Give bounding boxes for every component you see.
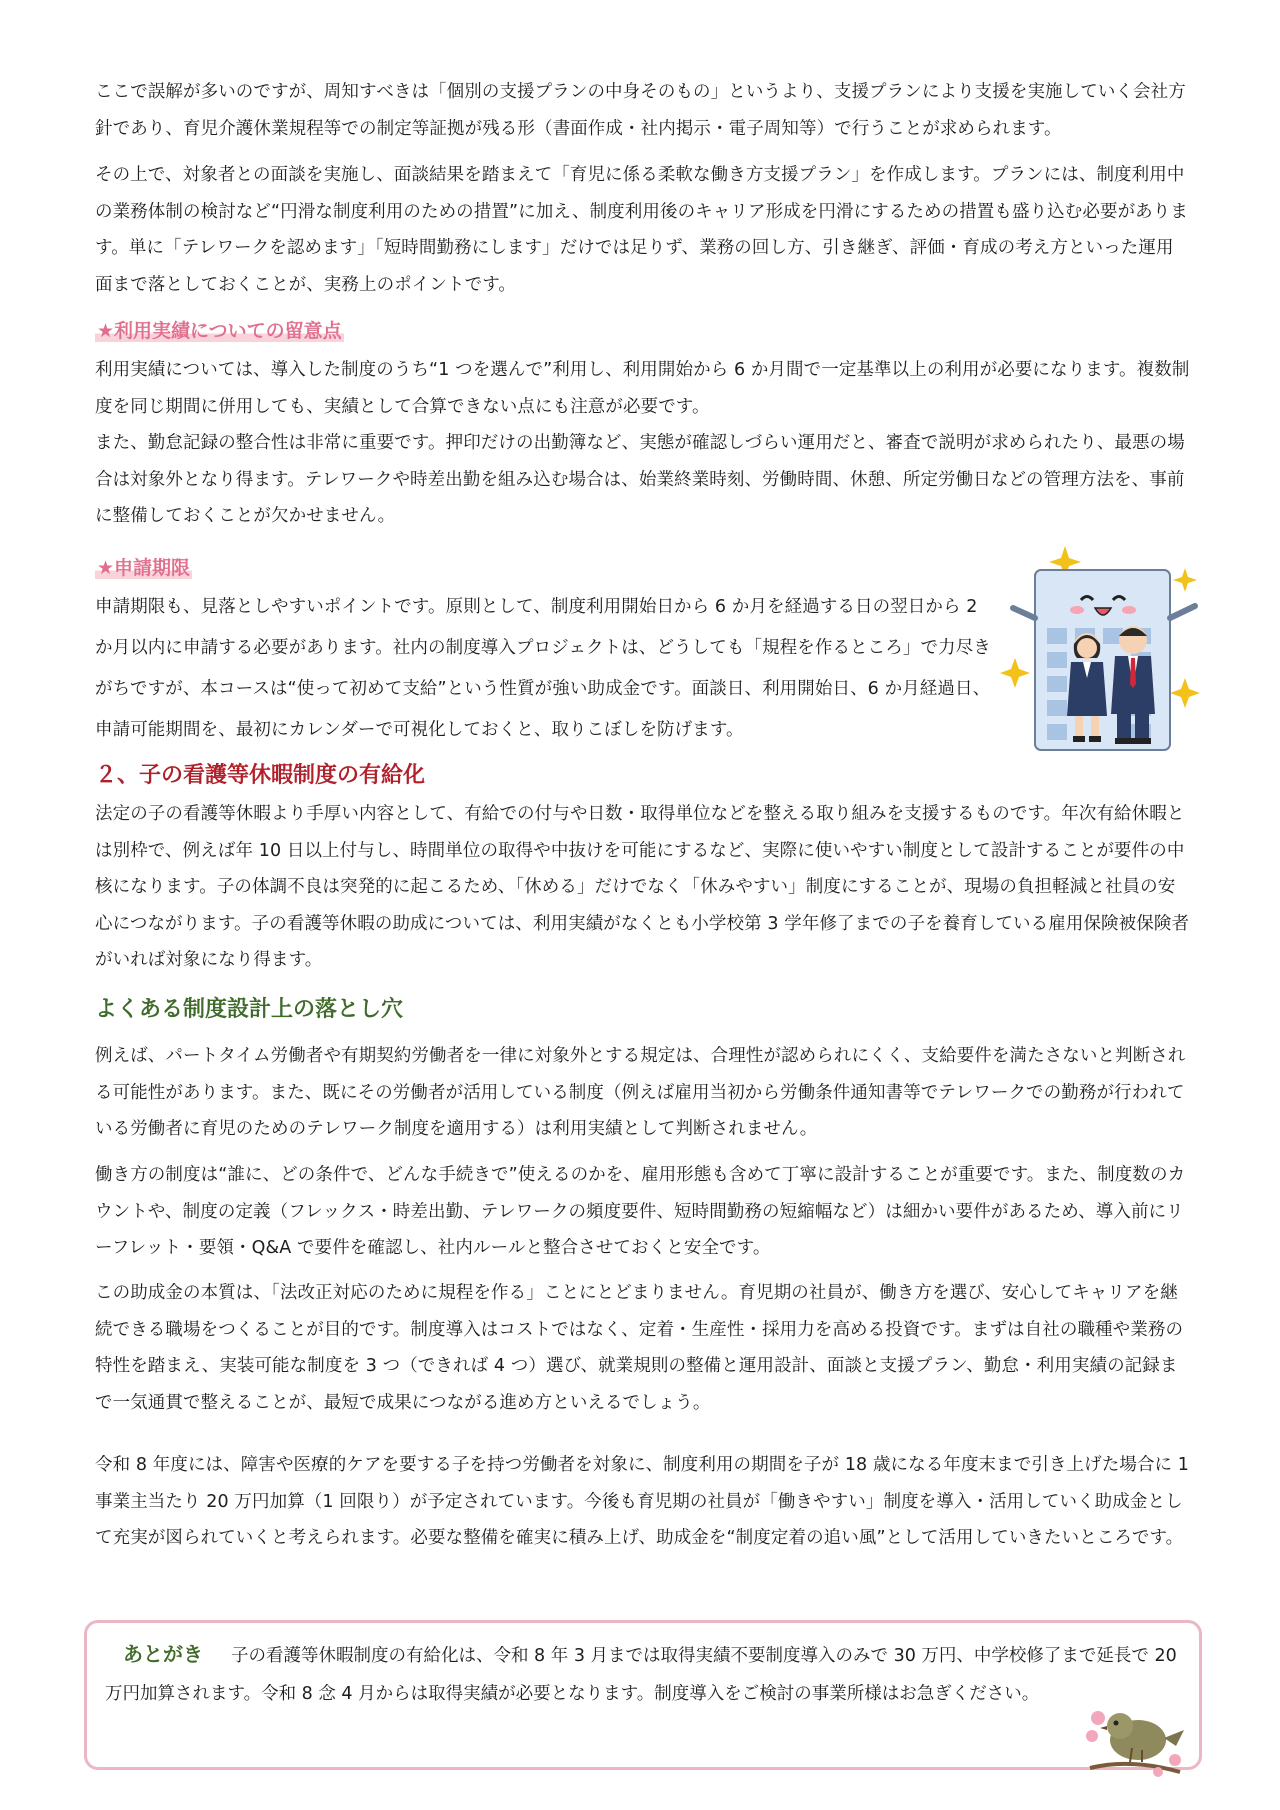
paragraph-flexible-work-plan: その上で、対象者との面談を実施し、面談結果を踏まえて「育児に係る柔軟な働き方支援プラン」を作成します。プランには、制度利用中の業務体制の検討など“円滑な制度利用のための措置”に加え、制度利用後のキャリア形成を円滑にするための措置も盛り込む必要があります。単に「テレワークを認めます」「短時間勤務にします」だけでは足りず、業務の回し方、引き継ぎ、評価・育成の考え方といった運用面まで落としておくことが、実務上のポイントです。 [95,165,1188,295]
bird-on-blossom-icon [1080,1688,1190,1778]
paragraph-application-deadline: 申請期限も、見落としやすいポイントです。原則として、制度利用開始日から 6 か月を経過する日の翌日から 2 か月以内に申請する必要があります。社内の制度導入プロジェクトは、どうしても「規程を作るところ」で力尽きがちですが、本コースは“使って初めて支給”という性質が強い助成金です。面談日、利用開始日、6 か月経過日、申請可能期間を、最初にカレンダーで可視化しておくと、取りこぼしを防げます。 [95,597,991,740]
paragraph-reiwa8-addition: 令和 8 年度には、障害や医療的ケアを要する子を持つ労働者を対象に、制度利用の期間を子が 18 歳になる年度末まで引き上げた場合に 1 事業主当たり 20 万円加算（1 回限り）が予定されています。今後も育児期の社員が「働きやすい」制度を導入・活用していく助成金として充実が図られていくと考えられます。必要な整備を確実に積み上げ、助成金を“制度定着の追い風”として活用していきたいところです。 [95,1455,1190,1548]
paragraph-system-design: 働き方の制度は“誰に、どの条件で、どんな手続きで”使えるのかを、雇用形態も含めて丁寧に設計することが重要です。また、制度数のカウントや、制度の定義（フレックス・時差出勤、テレワークの頻度要件、短時間勤務の短縮幅など）は細かい要件があるため、導入前にリーフレット・要領・Q&A で要件を確認し、社内ルールと整合させておくと安全です。 [95,1165,1186,1258]
heading-usage-points-text: ★利用実績についての留意点 [97,320,342,342]
paragraph-pitfall-examples: 例えば、パートタイム労働者や有期契約労働者を一律に対象外とする規定は、合理性が認められにくく、支給要件を満たさないと判断される可能性があります。また、既にその労働者が活用している制度（例えば雇用当初から労働条件通知書等でテレワークでの勤務が行われている労働者に育児のためのテレワーク制度を適用する）は利用実績として判断されません。 [95,1046,1186,1139]
paragraph-usage-record: 利用実績については、導入した制度のうち“1 つを選んで”利用し、利用開始から 6 か月間で一定基準以上の利用が必要になります。複数制度を同じ期間に併用しても、実績として合算できない点にも注意が必要です。 [95,360,1190,417]
heading-deadline [95,553,192,583]
afterword-box [84,1620,1202,1770]
afterword-label: あとがき [123,1642,203,1666]
heading-pitfalls: よくある制度設計上の落とし穴 [95,997,404,1022]
afterword-text: 子の看護等休暇制度の有給化は、令和 8 年 3 月までは取得実績不要制度導入のみで 30 万円、中学校修了まで延長で 20 万円加算されます。令和 8 念 4 月からは取得実績が必要となります。制度導入をご検討の事業所様はお急ぎください。 [105,1646,1177,1704]
paragraph-attendance-record: また、勤怠記録の整合性は非常に重要です。押印だけの出勤簿など、実態が確認しづらい運用だと、審査で説明が求められたり、最悪の場合は対象外となり得ます。テレワークや時差出勤を組み込む場合は、始業終業時刻、労働時間、休憩、所定労働日などの管理方法を、事前に整備しておくことが欠かせません。 [95,433,1185,526]
paragraph-paid-nursing-leave: 法定の子の看護等休暇より手厚い内容として、有給での付与や日数・取得単位などを整える取り組みを支援するものです。年次有給休暇とは別枠で、例えば年 10 日以上付与し、時間単位の取得や中抜けを可能にするなど、実際に使いやすい制度として設計することが要件の中核になります。子の体調不良は突発的に起こるため、「休める」だけでなく「休みやすい」制度にすることが、現場の負担軽減と社員の安心につながります。子の看護等休暇の助成については、利用実績がなくとも小学校第 3 学年修了までの子を養育している雇用保険被保険者がいれば対象になり得ます。 [95,804,1190,970]
office-workers-illustration [995,538,1215,758]
heading-usage-points [95,316,344,346]
paragraph-essence: この助成金の本質は、「法改正対応のために規程を作る」ことにとどまりません。育児期の社員が、働き方を選び、安心してキャリアを継続できる職場をつくることが目的です。制度導入はコストではなく、定着・生産性・採用力を高める投資です。まずは自社の職種や業務の特性を踏まえ、実装可能な制度を 3 つ（できれば 4 つ）選び、就業規則の整備と運用設計、面談と支援プラン、勤怠・利用実績の記録まで一気通貫で整えることが、最短で成果につながる進め方といえるでしょう。 [95,1283,1184,1413]
afterword-content [105,1635,1180,1713]
heading-section2: ２、子の看護等休暇制度の有給化 [95,763,426,788]
heading-deadline-text: ★申請期限 [97,557,191,579]
paragraph-support-plan-policy: ここで誤解が多いのですが、周知すべきは「個別の支援プランの中身そのもの」というより、支援プランにより支援を実施していく会社方針であり、育児介護休業規程等での制定等証拠が残る形（書面作成・社内掲示・電子周知等）で行うことが求められます。 [95,82,1186,139]
